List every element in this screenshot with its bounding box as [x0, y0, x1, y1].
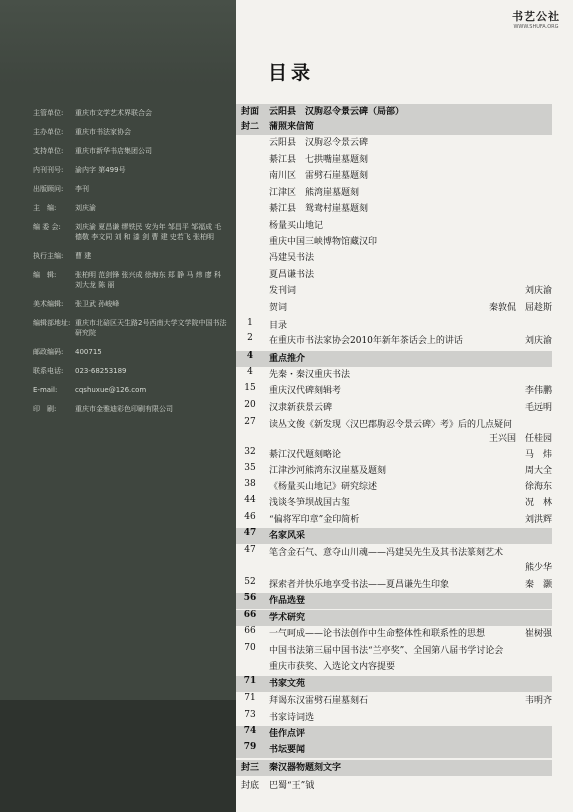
- masthead-row: [33, 146, 228, 156]
- toc-entry[interactable]: [236, 333, 552, 349]
- masthead-key: 主管单位:: [33, 109, 64, 117]
- toc-section-row[interactable]: [236, 610, 552, 626]
- toc-title: 江津沙河熊湾东汉崖墓及题刻: [269, 466, 387, 476]
- masthead-key: E-mail:: [33, 386, 58, 394]
- toc-title: 重点推介: [269, 354, 306, 364]
- toc-entry[interactable]: [236, 201, 552, 217]
- toc-author: 刘洪辉: [524, 515, 552, 525]
- masthead-row: [33, 366, 228, 376]
- toc-title: 綦江县 七拱嘴崖墓题刻: [269, 155, 369, 165]
- toc-title: 蒲照来信简: [269, 122, 315, 132]
- toc-page-number: 47: [244, 545, 256, 555]
- toc-title: 读丛文俊《新发现〈汉巴郡朐忍令景云碑〉考》后的几点疑问: [269, 420, 513, 430]
- toc-section-row[interactable]: [236, 119, 552, 135]
- toc-author: 马 炜: [524, 450, 552, 460]
- toc-author: 李伟鹏: [524, 386, 552, 396]
- toc-author: 刘庆渝: [524, 286, 552, 296]
- masthead-value: 刘庆渝: [75, 204, 96, 212]
- masthead-row: [33, 165, 228, 175]
- masthead-value: 曹 建: [75, 252, 92, 260]
- masthead-row: [33, 127, 228, 137]
- masthead-key: 内刊刊号:: [33, 166, 64, 174]
- toc-entry[interactable]: [236, 152, 552, 168]
- toc-author: 况 林: [524, 498, 552, 508]
- toc-title: 书坛要闻: [269, 745, 306, 755]
- toc-section-row[interactable]: [236, 676, 552, 692]
- toc-title: 云阳县 汉朐忍令景云碑（局部）: [269, 107, 405, 117]
- masthead-value: 李刊: [75, 185, 89, 193]
- toc-page-number: 71: [244, 693, 256, 703]
- toc-title: 书家诗词选: [269, 713, 315, 723]
- masthead-value: 重庆市北碚区天生路2号西南大学文学院中国书法研究院: [75, 319, 227, 337]
- toc-title: 书家文苑: [269, 679, 306, 689]
- toc-entry[interactable]: [236, 447, 552, 463]
- toc-title: 冯建吴书法: [269, 253, 315, 263]
- toc-title: 在重庆市书法家协会2010年新年茶话会上的讲话: [269, 336, 463, 346]
- masthead-row: [33, 318, 228, 338]
- toc-page-number: 66: [243, 610, 257, 620]
- toc-title: 綦江汉代题刻略论: [269, 450, 342, 460]
- toc-entry[interactable]: [236, 778, 552, 794]
- toc-author-secondary: 熊少华: [524, 563, 552, 573]
- toc-entry[interactable]: [236, 300, 552, 316]
- masthead-value: 张柏明 范剑锋 张兴成 徐海东 郑 静 马 炜 廖 科 刘大龙 陈 丽: [75, 271, 222, 289]
- toc-entry[interactable]: [236, 318, 552, 334]
- toc-entry[interactable]: [236, 495, 552, 511]
- masthead-row: [33, 299, 228, 309]
- toc-entry[interactable]: [236, 643, 552, 659]
- masthead-key: 主办单位:: [33, 128, 64, 136]
- page-title: 目录: [268, 62, 315, 84]
- toc-author-secondary: 王兴国 任桂园: [488, 434, 552, 444]
- toc-author: 崔树强: [524, 629, 552, 639]
- toc-entry[interactable]: [236, 545, 552, 561]
- toc-title: 笔含金石气、意夺山川魂——冯建吴先生及其书法篆刻艺术: [269, 548, 504, 558]
- toc-entry[interactable]: [236, 234, 552, 250]
- toc-entry[interactable]: [236, 185, 552, 201]
- masthead-row: [33, 108, 228, 118]
- toc-page-number: 封底: [240, 781, 259, 791]
- site-logo[interactable]: [505, 8, 567, 30]
- toc-title: 浅谈冬笋坝战国古玺: [269, 498, 351, 508]
- masthead-value: 张卫武 孙峻峰: [75, 300, 120, 308]
- toc-title: 目录: [269, 321, 288, 331]
- toc-section-row[interactable]: [236, 104, 552, 120]
- toc-page-number: 32: [244, 447, 256, 457]
- toc-page-number: 44: [244, 495, 256, 505]
- toc-page-number: 52: [244, 577, 256, 587]
- toc-page-number: 70: [244, 643, 256, 653]
- toc-title: 杨量买山地记: [269, 221, 324, 231]
- toc-author: 秦敦侃 屈趁斯: [488, 303, 552, 313]
- masthead-key: 印 刷:: [33, 405, 57, 413]
- masthead-row: [33, 270, 228, 290]
- toc-page-number: 4: [247, 367, 253, 377]
- toc-title: 夏昌谦书法: [269, 270, 315, 280]
- toc-page-number: 2: [247, 333, 253, 343]
- toc-author: 徐海东: [524, 482, 552, 492]
- masthead-key: 支持单位:: [33, 147, 64, 155]
- masthead-row: [33, 347, 228, 357]
- toc-page-number: 35: [244, 463, 256, 473]
- panel-top-shade: [0, 0, 236, 85]
- toc-page-number: 封二: [240, 122, 259, 132]
- toc-title: 綦江县 鸳鸯村崖墓题刻: [269, 204, 369, 214]
- toc-title: 中国书法第三届中国书法“兰亭奖”、全国第八届书学讨论会: [269, 646, 504, 656]
- toc-section-row[interactable]: [236, 760, 552, 776]
- toc-title: 先秦・秦汉重庆书法: [269, 370, 351, 380]
- toc-entry[interactable]: [236, 659, 552, 675]
- panel-bottom-band: [0, 700, 236, 812]
- toc-page-number: 47: [243, 528, 257, 538]
- toc-title: “偏将军印章”金印简析: [269, 515, 360, 525]
- toc-title: 云阳县 汉朐忍令景云碑: [269, 138, 369, 148]
- masthead-value: 重庆市新华书店集团公司: [75, 147, 152, 155]
- toc-section-row[interactable]: [236, 528, 552, 544]
- toc-title: 探索者并快乐地享受书法——夏昌谦先生印象: [269, 580, 450, 590]
- toc-page-number: 15: [244, 383, 256, 393]
- masthead-key: 编辑部地址:: [33, 319, 71, 327]
- toc-title: 南川区 雷劈石崖墓题刻: [269, 171, 369, 181]
- masthead-key: 邮政编码:: [33, 348, 64, 356]
- toc-page-number: 56: [243, 593, 257, 603]
- toc-title: 佳作点评: [269, 729, 306, 739]
- toc-page-number: 71: [243, 676, 257, 686]
- toc-title: 发刊词: [269, 286, 297, 296]
- masthead-row: [33, 203, 228, 213]
- toc-page-number: 46: [244, 512, 256, 522]
- toc-entry[interactable]: [236, 626, 552, 642]
- toc-title: 学术研究: [269, 613, 306, 623]
- masthead-panel: [0, 0, 236, 812]
- toc-title: 重庆汉代碑刻辑考: [269, 386, 342, 396]
- toc-page-number: 66: [244, 626, 256, 636]
- toc-title: 作品选登: [269, 596, 306, 606]
- masthead-row: [33, 222, 228, 242]
- toc-entry[interactable]: [236, 135, 552, 151]
- toc-page-number: 4: [246, 351, 254, 361]
- toc-title: 江津区 熊湾崖墓题刻: [269, 188, 360, 198]
- toc-page-number: 20: [244, 400, 256, 410]
- toc-title: 巴蜀“王”钺: [269, 781, 315, 791]
- toc-page-number: 封三: [240, 763, 259, 773]
- toc-title: 《杨量买山地记》研究综述: [269, 482, 378, 492]
- toc-page-number: 27: [244, 417, 256, 427]
- masthead-row: [33, 251, 228, 261]
- logo-url: WWW.SHUFA.ORG: [513, 24, 559, 30]
- toc-author: 毛远明: [524, 403, 552, 413]
- masthead-key: 主 编:: [33, 204, 57, 212]
- masthead-value: 400715: [75, 348, 102, 356]
- toc-entry[interactable]: [236, 710, 552, 726]
- toc-entry[interactable]: [236, 168, 552, 184]
- masthead-key: 编 辑:: [33, 271, 57, 279]
- toc-title: 重庆市获奖、入选论文内容提要: [269, 662, 396, 672]
- masthead-key: 执行主编:: [33, 252, 64, 260]
- masthead-value: 重庆市金雅迪彩色印刷有限公司: [75, 405, 173, 413]
- masthead-info: [33, 108, 228, 423]
- masthead-key: 出版顾问:: [33, 185, 64, 193]
- toc-author: 秦 灏: [524, 580, 552, 590]
- toc-author: 刘庆渝: [524, 336, 552, 346]
- toc-entry[interactable]: [236, 367, 552, 383]
- masthead-row: [33, 184, 228, 194]
- toc-section-row[interactable]: [236, 726, 552, 742]
- toc-entry[interactable]: [236, 400, 552, 416]
- masthead-value: 重庆市文学艺术界联合会: [75, 109, 152, 117]
- toc-entry[interactable]: [236, 693, 552, 709]
- toc-section-row[interactable]: [236, 593, 552, 609]
- toc-entry[interactable]: [236, 577, 552, 593]
- masthead-row: [33, 385, 228, 395]
- masthead-key: 联系电话:: [33, 367, 64, 375]
- toc-page-number: 74: [243, 726, 257, 736]
- toc-entry[interactable]: [236, 267, 552, 283]
- masthead-value: 渝内字 第499号: [75, 166, 126, 174]
- masthead-value: 刘庆渝 夏昌谦 缪铁民 安为年 邹昌平 邹福成 毛德敬 李文同 刘 和 漆 剑 曹 建 史若飞 张柏明: [75, 223, 222, 241]
- toc-title: 拜谒东汉雷劈石崖墓刻石: [269, 696, 369, 706]
- toc-page-number: 73: [244, 710, 256, 720]
- toc-page-number: 封面: [240, 107, 259, 117]
- toc-page-number: 79: [243, 742, 257, 752]
- toc-title: 名家风采: [269, 531, 306, 541]
- masthead-row: [33, 404, 228, 414]
- masthead-value: 重庆市书法家协会: [75, 128, 131, 136]
- masthead-key: 编 委 会:: [33, 223, 61, 231]
- toc-title: 贺词: [269, 303, 288, 313]
- toc-entry[interactable]: [236, 463, 552, 479]
- toc-section-row[interactable]: [236, 742, 552, 758]
- toc-title: 汉隶新获景云碑: [269, 403, 333, 413]
- toc-section-row[interactable]: [236, 351, 552, 367]
- toc-page-number: 38: [244, 479, 256, 489]
- toc-title: 重庆中国三峡博物馆藏汉印: [269, 237, 378, 247]
- toc-entry[interactable]: [236, 383, 552, 399]
- toc-entry[interactable]: [236, 479, 552, 495]
- masthead-key: 美术编辑:: [33, 300, 64, 308]
- toc-author: 韦明齐: [524, 696, 552, 706]
- logo-mark: 书艺公社: [512, 10, 560, 23]
- toc-entry[interactable]: [236, 512, 552, 528]
- toc-entry[interactable]: [236, 250, 552, 266]
- toc-page-number: 1: [247, 318, 253, 328]
- masthead-value: cqshuxue@126.com: [75, 386, 147, 394]
- toc-entry[interactable]: [236, 283, 552, 299]
- toc-title: 秦汉器物题刻文字: [269, 763, 342, 773]
- toc-title: 一气呵成——论书法创作中生命整体性和联系性的思想: [269, 629, 486, 639]
- toc-author: 周大全: [524, 466, 552, 476]
- toc-entry[interactable]: [236, 218, 552, 234]
- masthead-value: 023-68253189: [75, 367, 127, 375]
